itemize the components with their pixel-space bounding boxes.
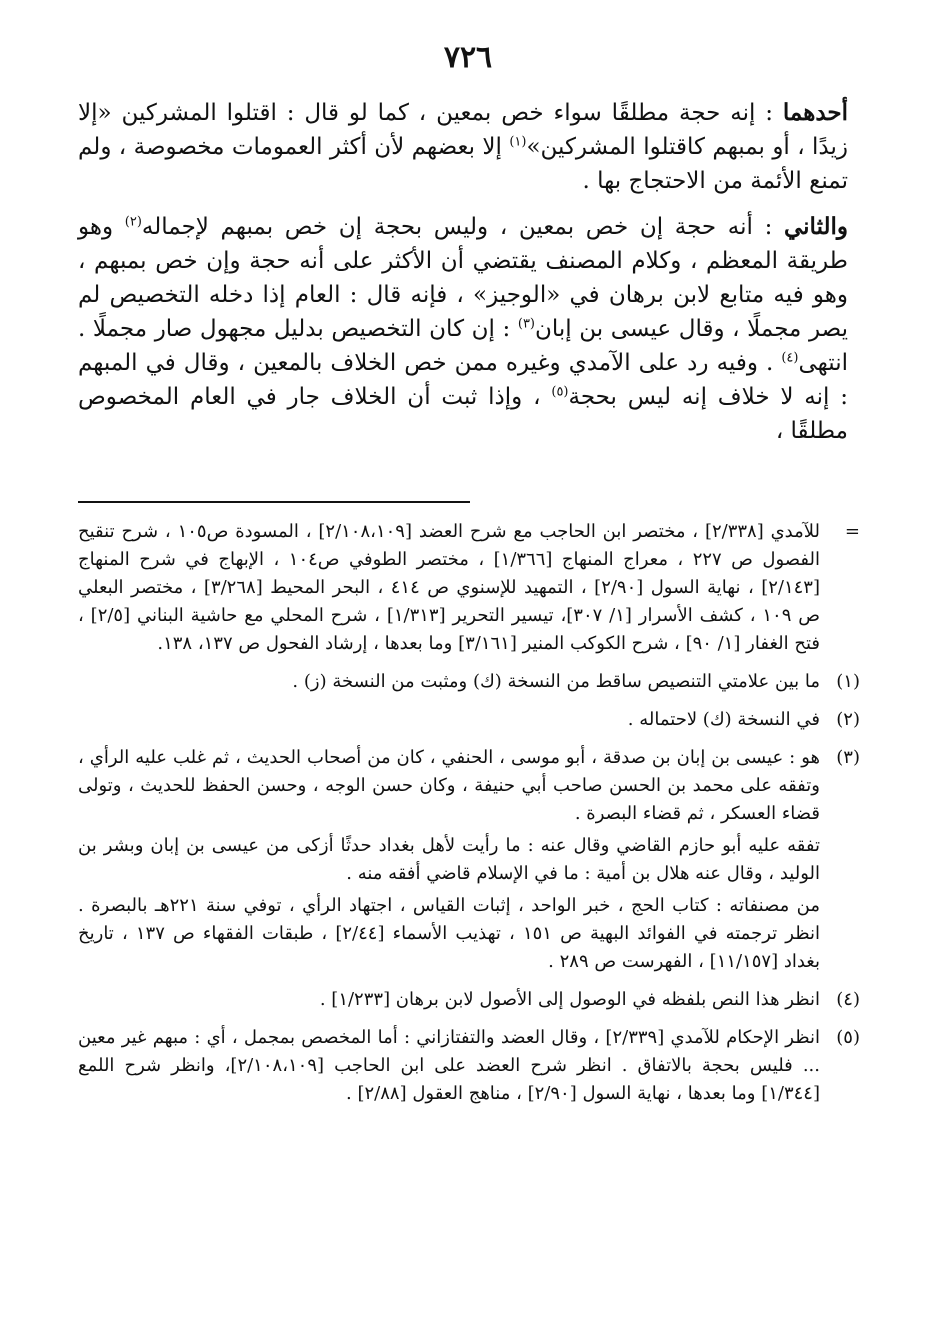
footnote-divider — [78, 501, 470, 503]
footnote-ref-5: (٥) — [551, 384, 569, 400]
footnote-text: تفقه عليه أبو حازم القاضي وقال عنه : ما رأيت لأهل بغداد حدثًا أزكى من عيسى بن إبان وبشر بن الوليد ، وقال عنه هلال بن أمية : ما في الإسلام قاضي أفقه منه . — [78, 835, 820, 884]
footnote-4 — [78, 986, 860, 1018]
footnote-mark: (٥) — [836, 1027, 860, 1048]
footnote-3 — [78, 744, 860, 980]
paragraph-first-opinion — [78, 96, 848, 198]
footnote-mark: (٢) — [836, 709, 860, 730]
footnote-continuation-mark: = — [844, 521, 860, 542]
footnotes — [78, 518, 860, 1118]
footnote-ref-3: (٣) — [517, 316, 535, 332]
lead-word-first: أحدهما — [782, 99, 849, 126]
paragraph-text: : إن كان التخصيص بدليل مجهول صار مجملًا . انتهى — [78, 316, 848, 376]
paragraph-text: وهو طريقة المعظم ، وكلام المصنف يقتضي أن الأكثر على أنه حجة وإن خص بمبهم ، وهو فيه متابع لابن برهان في «الوجيز» ، فإنه قال : العام إذا دخله التخصيص لم يصر مجملًا ، وقال عيسى بن إبان — [78, 214, 848, 342]
footnote-text: في النسخة (ك) لاحتماله . — [627, 709, 820, 730]
paragraph-text: : إنه حجة مطلقًا سواء خص بمعين ، كما لو قال : اقتلوا المشركين «إلا زيدًا ، أو بمبهم كاقتلوا المشركين» — [78, 100, 848, 160]
paragraph-text: : أنه حجة إن خص بمعين ، وليس بحجة إن خص بمبهم لإجماله — [141, 214, 773, 240]
footnote-text: انظر الإحكام للآمدي [٢/٣٣٩] ، وقال العضد والتفتازاني : أما المخصص بمجمل ، أي : مبهم غير معين ... فليس بحجة بالاتفاق . انظر شرح العضد على ابن الحاجب [٢/١٠٨،١٠٩]، وانظر شرح اللمع [١/٣٤٤] وما بعدها ، نهاية السول [٢/٩٠] ، مناهج العقول [٢/٨٨] . — [78, 1027, 821, 1104]
footnote-text: هو : عيسى بن إبان بن صدقة ، أبو موسى ، الحنفي ، كان من أصحاب الحديث ، ثم غلب عليه الرأي ، وتفقه على محمد بن الحسن صاحب أبي حنيفة ، وكان حسن الوجه ، وحسن الحفظ للحديث ، وتولى قضاء العسكر ، ثم قضاء البصرة . — [78, 747, 820, 824]
paragraph-second-opinion — [78, 210, 848, 448]
footnote-mark: (١) — [836, 671, 860, 692]
footnote-ref-4: (٤) — [781, 350, 799, 366]
footnote-ref-1: (١) — [509, 134, 527, 150]
footnote-text: للآمدي [٢/٣٣٨] ، مختصر ابن الحاجب مع شرح العضد [٢/١٠٨،١٠٩] ، المسودة ص١٠٥ ، شرح تنقيح الفصول ص ٢٢٧ ، معراج المنهاج [١/٣٦٦] ، مختصر الطوفي ص١٠٤ ، الإبهاج في شرح المنهاج [٢/١٤٣] ، نهاية السول [٢/٩٠] ، التمهيد للإسنوي ص ٤١٤ ، البحر المحيط [٣/٢٦٨] ، مختصر البعلي ص ١٠٩ ، كشف الأسرار [١/ ٣٠٧]، تيسير التحرير [١/٣١٣] ، شرح المحلي مع حاشية البناني [٢/٥] ، فتح الغفار [١/ ٩٠] ، شرح الكوكب المنير [٣/١٦١] وما بعدها ، إرشاد الفحول ص ١٣٧، ١٣٨. — [78, 521, 821, 654]
main-text — [78, 96, 848, 460]
lead-word-second: والثاني — [783, 213, 849, 240]
footnote-text: من مصنفاته : كتاب الحج ، خبر الواحد ، إثبات القياس ، اجتهاد الرأي ، توفي سنة ٢٢١هـ بالبصرة . انظر ترجمته في الفوائد البهية ص ١٥١ ، تهذيب الأسماء [٢/٤٤] ، طبقات الفقهاء ص ١٣٧ ، تاريخ بغداد [١١/١٥٧] ، الفهرست ص ٢٨٩ . — [78, 895, 821, 972]
page-number: ٧٢٦ — [443, 40, 493, 75]
paragraph-text: إلا بعضهم لأن أكثر العمومات مخصوصة ، ولم تمنع الأئمة من الاحتجاج بها . — [78, 134, 848, 194]
paragraph-text: . وفيه رد على الآمدي وغيره ممن خص الخلاف بالمعين ، وقال في المبهم : إنه لا خلاف إنه ليس بحجة — [78, 350, 848, 410]
footnote-2 — [78, 706, 860, 738]
footnote-5 — [78, 1024, 860, 1112]
footnote-continuation — [78, 518, 860, 662]
footnote-text: انظر هذا النص بلفظه في الوصول إلى الأصول لابن برهان [١/٢٣٣] . — [319, 989, 820, 1010]
footnote-1 — [78, 668, 860, 700]
footnote-mark: (٤) — [836, 989, 860, 1010]
footnote-text: ما بين علامتي التنصيص ساقط من النسخة (ك) ومثبت من النسخة (ز) . — [292, 671, 820, 692]
paragraph-text: ، وإذا ثبت أن الخلاف جار في العام المخصوص مطلقًا ، — [78, 384, 848, 444]
footnote-mark: (٣) — [836, 747, 860, 768]
footnote-ref-2: (٢) — [124, 214, 142, 230]
